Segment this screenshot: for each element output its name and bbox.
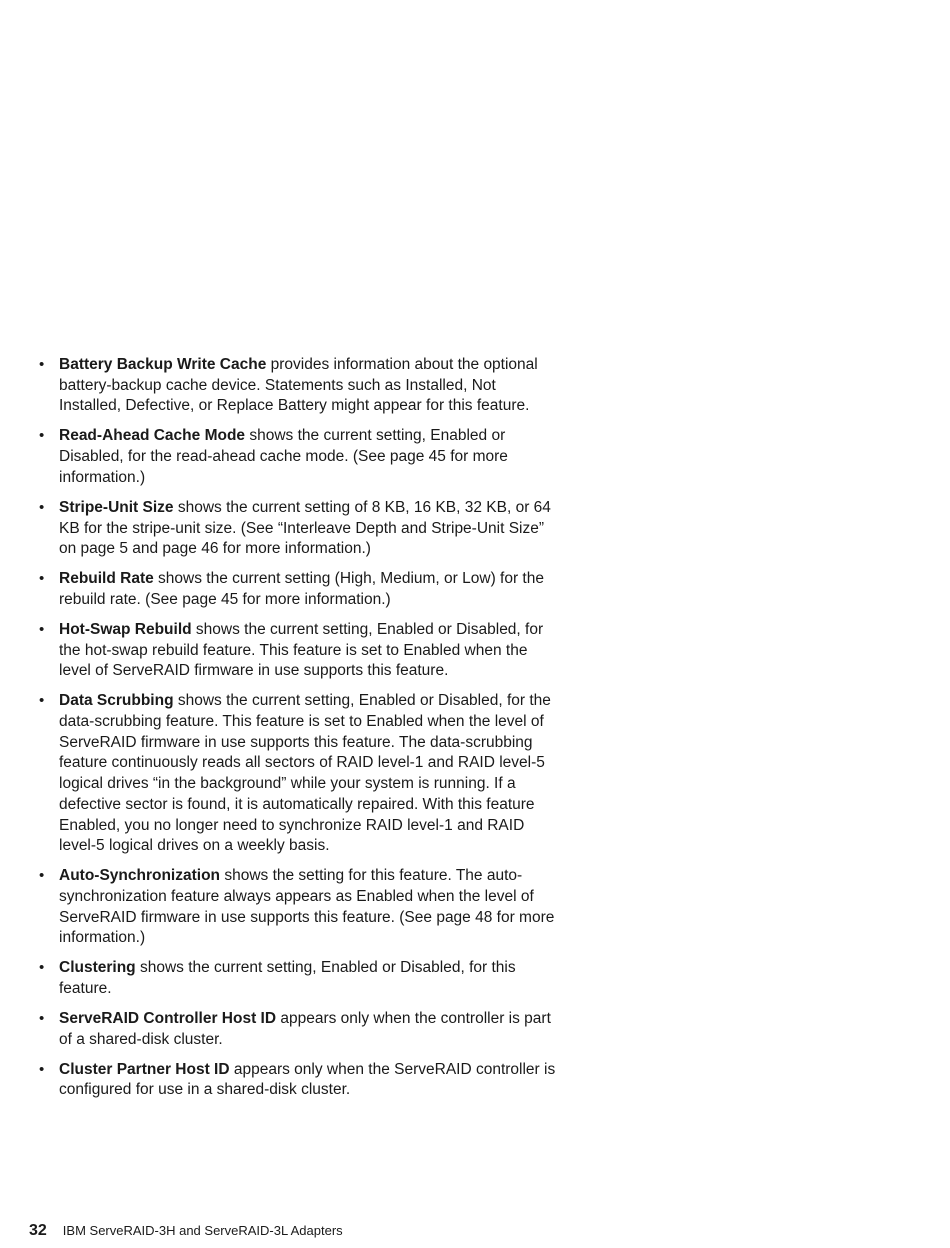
- item-text: shows the current setting, Enabled or Disabled, for this feature.: [59, 959, 516, 998]
- item-term: ServeRAID Controller Host ID: [59, 1010, 277, 1028]
- item-term: Battery Backup Write Cache: [59, 356, 267, 373]
- item-term: Rebuild Rate: [59, 570, 154, 588]
- list-item: [37, 426, 557, 488]
- list-item: [37, 620, 557, 682]
- item-term: Read-Ahead Cache Mode: [59, 427, 246, 445]
- item-text: shows the current setting (High, Medium, or Low) for the rebuild rate. (See page 45 for more information.): [59, 570, 544, 608]
- list-item: [37, 498, 557, 560]
- item-text: shows the current setting of 8 KB, 16 KB, 32 KB, or 64 KB for the stripe-unit size. (See “Interleave Depth and Stripe-Unit Size” on page 5 and page 46 for more information.): [59, 498, 551, 558]
- list-item: [37, 1009, 557, 1050]
- page-number: 32: [29, 1222, 47, 1239]
- feature-list: [37, 355, 557, 1101]
- item-text: shows the current setting, Enabled or Disabled, for the data-scrubbing feature. This feature is set to Enabled when the level of ServeRAID firmware in use supports this feature. The data-scrubbing feature continuously reads all sectors of RAID level-1 and RAID level-5 logical drives “in the background” while your system is running. If a defective sector is found, it is automatically repaired. With this feature Enabled, you no longer need to synchronize RAID level-1 and RAID level-5 logical drives on a weekly basis.: [59, 692, 551, 855]
- page-content: [37, 355, 557, 1110]
- item-term: Hot-Swap Rebuild: [59, 620, 192, 638]
- list-item: [37, 355, 557, 417]
- bullet-icon: •: [39, 692, 45, 710]
- bullet-icon: •: [39, 570, 45, 588]
- item-term: Clustering: [59, 959, 136, 977]
- item-text: shows the current setting, Enabled or Disabled, for the hot-swap rebuild feature. This feature is set to Enabled when the level of ServeRAID firmware in use supports this feature.: [59, 620, 544, 680]
- item-term: Cluster Partner Host ID: [59, 1060, 230, 1078]
- bullet-icon: •: [39, 427, 45, 445]
- list-item: [37, 1060, 557, 1101]
- bullet-icon: •: [39, 356, 45, 373]
- item-term: Auto-Synchronization: [59, 867, 221, 885]
- bullet-icon: •: [39, 959, 45, 977]
- item-text: provides information about the optional battery-backup cache device. Statements such as Installed, Not Installed, Defective, or Replace Battery might appear for this feature.: [59, 356, 538, 415]
- item-text: appears only when the controller is part of a shared-disk cluster.: [59, 1010, 551, 1048]
- item-term: Data Scrubbing: [59, 692, 174, 710]
- bullet-icon: •: [39, 620, 45, 638]
- bullet-icon: •: [39, 498, 45, 516]
- bullet-icon: •: [39, 867, 45, 885]
- item-text: shows the setting for this feature. The auto-synchronization feature always appears as Enabled when the level of ServeRAID firmware in use supports this feature. (See page 48 for more information.): [59, 867, 555, 947]
- bullet-icon: •: [39, 1010, 45, 1028]
- item-text: appears only when the ServeRAID controller is configured for use in a shared-disk cluster.: [59, 1060, 556, 1099]
- page-footer: [29, 1222, 343, 1240]
- item-text: shows the current setting, Enabled or Disabled, for the read-ahead cache mode. (See page 45 for more information.): [59, 427, 508, 486]
- bullet-icon: •: [39, 1060, 45, 1078]
- list-item: [37, 691, 557, 857]
- list-item: [37, 866, 557, 949]
- footer-title: IBM ServeRAID-3H and ServeRAID-3L Adapters: [62, 1223, 343, 1238]
- item-term: Stripe-Unit Size: [59, 498, 174, 516]
- list-item: [37, 958, 557, 999]
- list-item: [37, 569, 557, 610]
